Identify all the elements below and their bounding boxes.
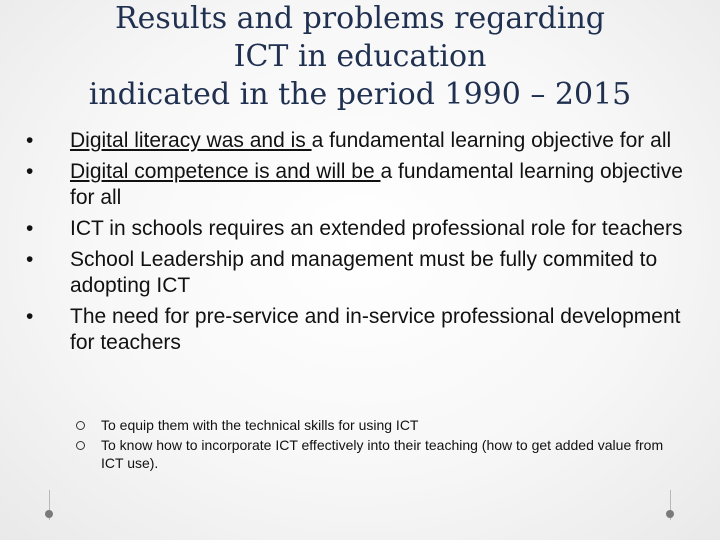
bullet-list (26, 128, 706, 361)
left-corner-dot (45, 510, 53, 518)
list-item (26, 216, 706, 242)
underlined-phrase: Digital literacy was and is (70, 129, 312, 152)
title-line-3: indicated in the period 1990 – 2015 (88, 77, 632, 112)
sub-list-item (76, 416, 686, 434)
bullet-icon: • (26, 217, 34, 240)
list-item (26, 159, 706, 211)
circle-bullet-icon (76, 421, 85, 430)
sub-list-item (76, 436, 686, 472)
title-line-1: Results and problems regarding (115, 1, 605, 36)
bullet-icon: • (26, 160, 34, 183)
bullet-icon: • (26, 305, 34, 328)
bullet-text: ICT in schools requires an extended professional role for teachers (70, 217, 683, 240)
bullet-icon: • (26, 129, 34, 152)
bullet-text: The need for pre-service and in-service professional development for teachers (70, 305, 681, 354)
list-item (26, 247, 706, 299)
title-line-2: ICT in education (233, 39, 487, 74)
underlined-phrase: Digital competence is and will be (70, 160, 381, 183)
sub-bullet-list (76, 416, 686, 474)
bullet-text: a fundamental learning objective for all (311, 129, 672, 152)
sub-bullet-text: To equip them with the technical skills for using ICT (101, 417, 419, 433)
circle-bullet-icon (76, 441, 85, 450)
right-corner-dot (666, 510, 674, 518)
bullet-text: School Leadership and management must be fully commited to adopting ICT (70, 248, 658, 297)
slide-title (0, 0, 720, 114)
list-item (26, 304, 706, 356)
bullet-icon: • (26, 248, 34, 271)
sub-bullet-text: To know how to incorporate ICT effectively into their teaching (how to get added value from ICT use). (101, 437, 664, 471)
list-item (26, 128, 706, 154)
bullet-text: a fundamental learning objective for all (70, 160, 683, 209)
